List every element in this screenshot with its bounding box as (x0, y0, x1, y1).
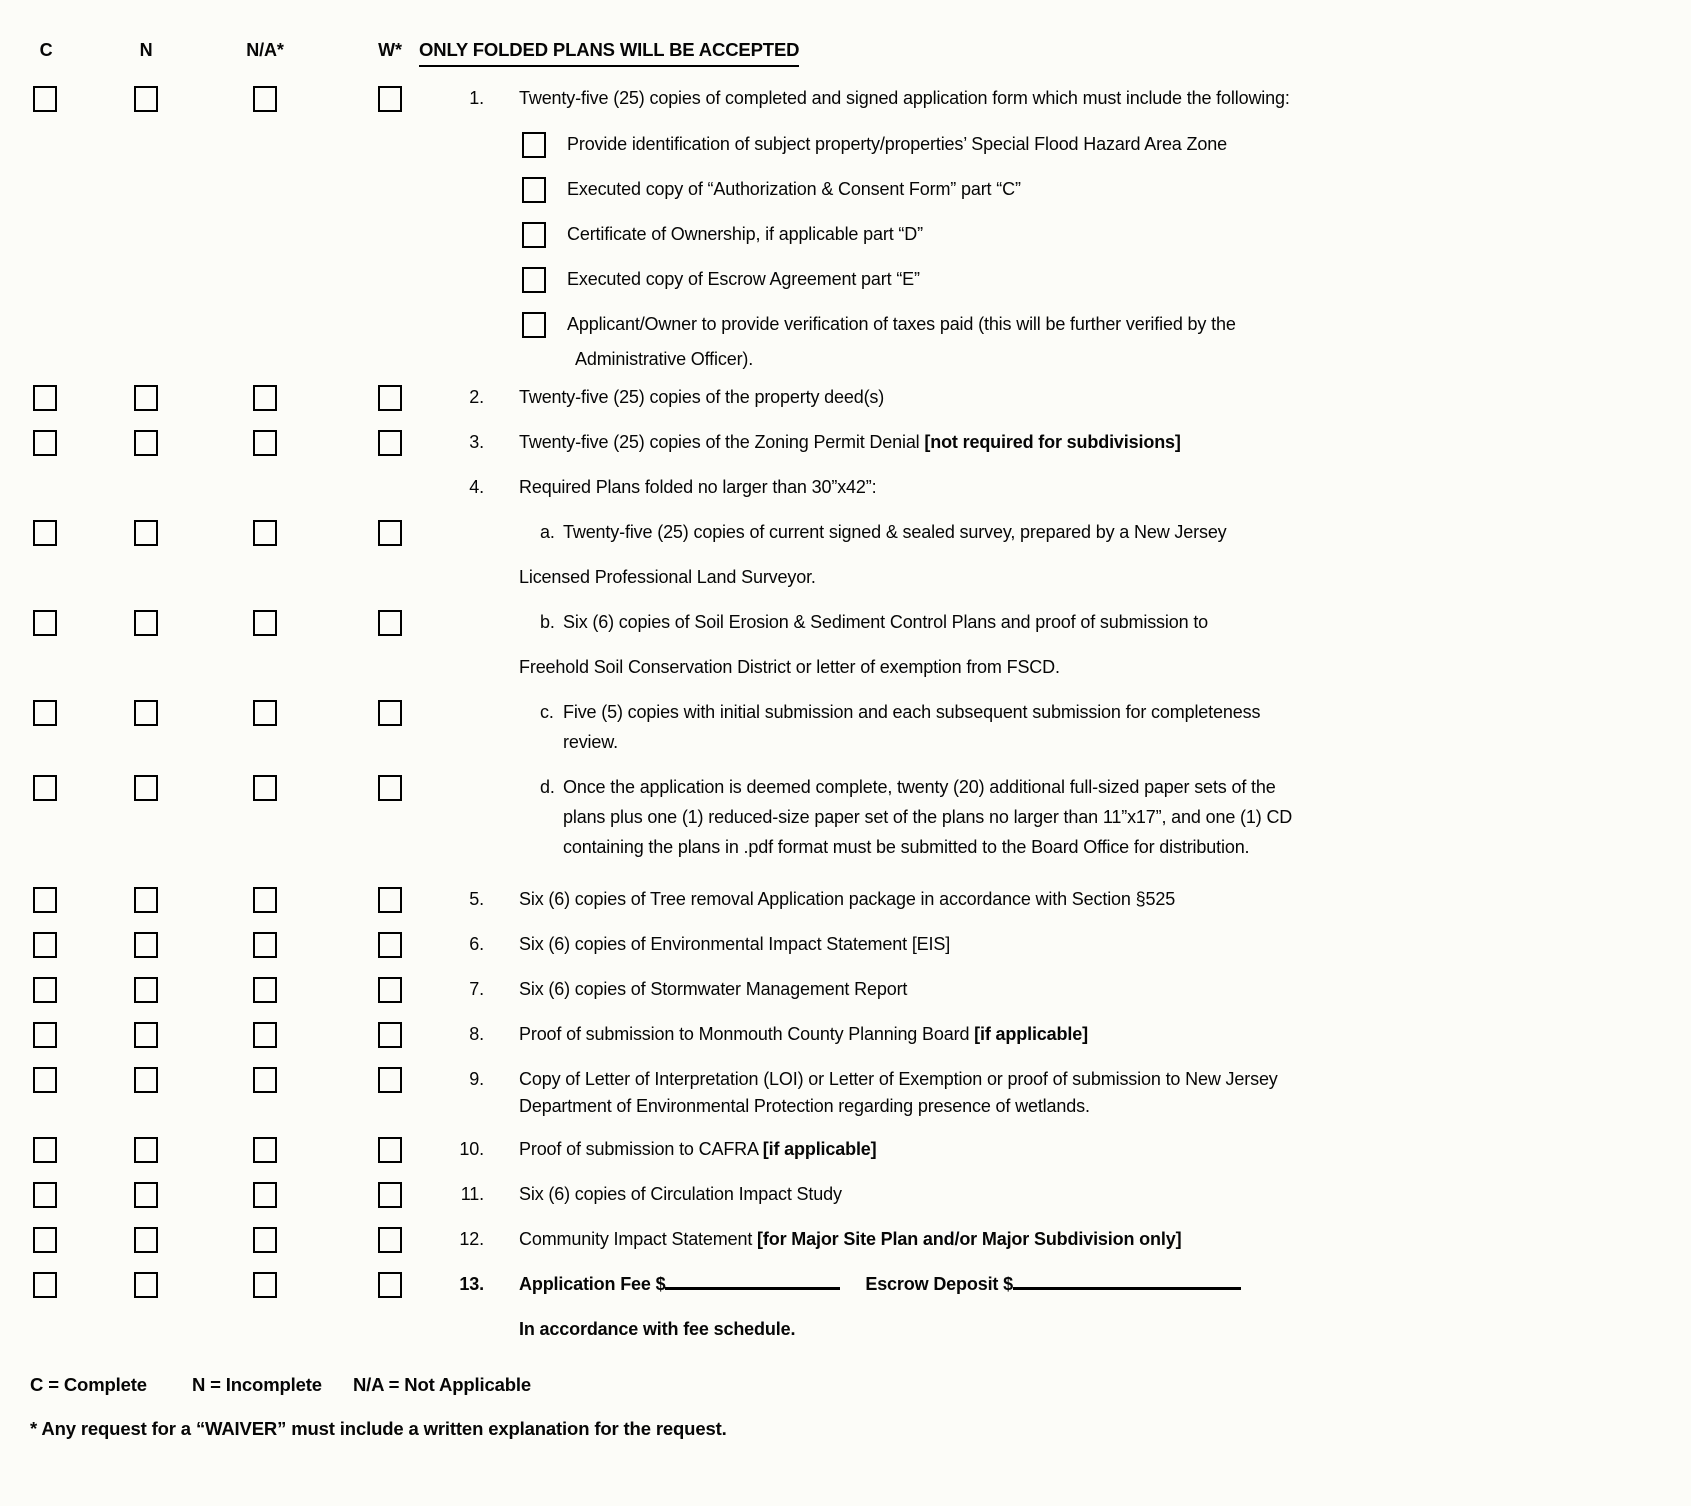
checkbox-waiver-item4c[interactable] (378, 700, 402, 726)
legend-not-applicable: N/A = Not Applicable (352, 1374, 532, 1395)
checkbox-waiver-item2[interactable] (378, 385, 402, 411)
legend-incomplete: N = Incomplete (191, 1374, 322, 1395)
checklist-item-5 (0, 886, 1691, 912)
checkbox-na-item4c[interactable] (253, 700, 277, 726)
item-number: 3. (469, 432, 484, 452)
checklist-item-3 (0, 429, 1691, 455)
checkbox-waiver-item11[interactable] (378, 1182, 402, 1208)
checkbox-incomplete-item5[interactable] (134, 887, 158, 913)
item-text: Six (6) copies of Circulation Impact Study (519, 1184, 842, 1204)
item-text: Copy of Letter of Interpretation (LOI) or Letter of Exemption or proof of submission to New Jersey Department of Environmental Protection regarding presence of wetlands. (519, 1069, 1278, 1116)
checklist-item-7 (0, 976, 1691, 1002)
checkbox-waiver-item5[interactable] (378, 887, 402, 913)
form-title: ONLY FOLDED PLANS WILL BE ACCEPTED (419, 37, 799, 67)
checklist-item-1 (0, 85, 1691, 111)
column-header-complete: C (39, 40, 53, 60)
checkbox-complete-item11[interactable] (33, 1182, 57, 1208)
item-number: 4. (469, 477, 484, 497)
checkbox-incomplete-item4b[interactable] (134, 610, 158, 636)
item-text: Proof of submission to Monmouth County Planning Board [if applicable] (519, 1024, 1088, 1044)
checklist-header (0, 37, 1691, 67)
checkbox-authorization-consent[interactable] (522, 177, 546, 203)
application-fee-label: Application Fee $ (519, 1274, 666, 1294)
subitem-text: Certificate of Ownership, if applicable part “D” (567, 224, 923, 244)
item-text: c. Five (5) copies with initial submission and each subsequent submission for completeness review. (519, 699, 1691, 755)
legend (30, 1372, 1691, 1398)
item-number: 7. (469, 979, 484, 999)
checkbox-taxes-paid[interactable] (522, 312, 546, 338)
checkbox-na-item4a[interactable] (253, 520, 277, 546)
checklist-item-13 (0, 1271, 1691, 1297)
checkbox-waiver-item13[interactable] (378, 1272, 402, 1298)
checkbox-incomplete-item4a[interactable] (134, 520, 158, 546)
checkbox-complete-item7[interactable] (33, 977, 57, 1003)
item-text (519, 1271, 1691, 1297)
checkbox-complete-item4b[interactable] (33, 610, 57, 636)
checkbox-complete-item10[interactable] (33, 1137, 57, 1163)
checklist-item-1-sub-4 (0, 266, 1691, 292)
subitem-text: Applicant/Owner to provide verification of taxes paid (this will be further verified by the Administrative Officer). (567, 314, 1236, 369)
checklist-item-4b (0, 609, 1691, 680)
item-letter: a. (540, 522, 555, 542)
checkbox-waiver-item4d[interactable] (378, 775, 402, 801)
item-text: Twenty-five (25) copies of completed and signed application form which must include the following: (519, 88, 1290, 108)
checklist-item-4c (0, 699, 1691, 755)
checklist-item-10 (0, 1136, 1691, 1162)
checkbox-na-item8[interactable] (253, 1022, 277, 1048)
checkbox-na-item5[interactable] (253, 887, 277, 913)
item-text: Six (6) copies of Stormwater Management Report (519, 979, 908, 999)
item-letter: c. (540, 702, 554, 722)
item-text: Community Impact Statement [for Major Site Plan and/or Major Subdivision only] (519, 1229, 1182, 1249)
subitem-text: Executed copy of Escrow Agreement part “E” (567, 269, 920, 289)
waiver-footnote: * Any request for a “WAIVER” must include a written explanation for the request. (30, 1418, 727, 1439)
checklist-item-2 (0, 384, 1691, 410)
checkbox-complete-item4a[interactable] (33, 520, 57, 546)
checklist-item-1-sub-5 (0, 311, 1691, 372)
checkbox-incomplete-item3[interactable] (134, 430, 158, 456)
item-text: Twenty-five (25) copies of the property deed(s) (519, 387, 885, 407)
checkbox-waiver-item8[interactable] (378, 1022, 402, 1048)
checkbox-incomplete-item4c[interactable] (134, 700, 158, 726)
checklist-item-1-sub-2 (0, 176, 1691, 202)
checkbox-complete-item4c[interactable] (33, 700, 57, 726)
checkbox-na-item1[interactable] (253, 86, 277, 112)
item-number: 6. (469, 934, 484, 954)
checklist-item-8 (0, 1021, 1691, 1047)
column-header-not-applicable: N/A* (246, 40, 284, 60)
checklist-item-4a (0, 519, 1691, 590)
checkbox-flood-zone[interactable] (522, 132, 546, 158)
item-text: Six (6) copies of Environmental Impact Statement [EIS] (519, 934, 951, 954)
checkbox-waiver-item6[interactable] (378, 932, 402, 958)
subitem-text: Executed copy of “Authorization & Consent Form” part “C” (567, 179, 1021, 199)
checkbox-incomplete-item9[interactable] (134, 1067, 158, 1093)
checkbox-complete-item13[interactable] (33, 1272, 57, 1298)
checkbox-na-item12[interactable] (253, 1227, 277, 1253)
item-text: d. Once the application is deemed complete, twenty (20) additional full-sized paper sets of the plans plus one (1) reduced-size paper set of the plans no larger than 11”x17”, and one (1) CD containing the plans in .pdf format must be submitted to the Board Office for distribution. (519, 774, 1691, 860)
checklist-item-1-sub-3 (0, 221, 1691, 247)
checklist-item-4 (0, 474, 1691, 500)
item-number: 10. (459, 1139, 484, 1159)
checkbox-na-item10[interactable] (253, 1137, 277, 1163)
checklist-item-12 (0, 1226, 1691, 1252)
item-text: Twenty-five (25) copies of the Zoning Permit Denial [not required for subdivisions] (519, 432, 1181, 452)
checkbox-waiver-item7[interactable] (378, 977, 402, 1003)
checkbox-waiver-item1[interactable] (378, 86, 402, 112)
checkbox-na-item11[interactable] (253, 1182, 277, 1208)
checkbox-na-item3[interactable] (253, 430, 277, 456)
checkbox-incomplete-item11[interactable] (134, 1182, 158, 1208)
checkbox-incomplete-item1[interactable] (134, 86, 158, 112)
item-letter: d. (540, 777, 555, 797)
checkbox-incomplete-item8[interactable] (134, 1022, 158, 1048)
checkbox-waiver-item4a[interactable] (378, 520, 402, 546)
checkbox-waiver-item9[interactable] (378, 1067, 402, 1093)
checkbox-complete-item2[interactable] (33, 385, 57, 411)
item-number: 2. (469, 387, 484, 407)
item-letter: b. (540, 612, 555, 632)
item-number: 12. (459, 1229, 484, 1249)
checklist-item-11 (0, 1181, 1691, 1207)
item-text: Six (6) copies of Tree removal Application package in accordance with Section §525 (519, 889, 1176, 909)
legend-complete: C = Complete (30, 1374, 147, 1395)
checkbox-incomplete-item2[interactable] (134, 385, 158, 411)
checkbox-complete-item3[interactable] (33, 430, 57, 456)
column-header-incomplete: N (139, 40, 153, 60)
item-text: Proof of submission to CAFRA [if applicable] (519, 1139, 877, 1159)
checkbox-waiver-item3[interactable] (378, 430, 402, 456)
checkbox-complete-item6[interactable] (33, 932, 57, 958)
checkbox-incomplete-item7[interactable] (134, 977, 158, 1003)
checkbox-waiver-item12[interactable] (378, 1227, 402, 1253)
subitem-text: Provide identification of subject property/properties’ Special Flood Hazard Area Zone (567, 134, 1227, 154)
fee-schedule-note: In accordance with fee schedule. (519, 1319, 796, 1339)
item-number: 8. (469, 1024, 484, 1044)
item-text: b. Six (6) copies of Soil Erosion & Sediment Control Plans and proof of submission to Freehold Soil Conservation District or letter of exemption from FSCD. (519, 609, 1691, 680)
checkbox-incomplete-item10[interactable] (134, 1137, 158, 1163)
checkbox-na-item6[interactable] (253, 932, 277, 958)
checkbox-complete-item8[interactable] (33, 1022, 57, 1048)
checkbox-incomplete-item13[interactable] (134, 1272, 158, 1298)
item-number: 13. (459, 1274, 484, 1294)
checkbox-na-item4b[interactable] (253, 610, 277, 636)
checkbox-complete-item5[interactable] (33, 887, 57, 913)
checkbox-certificate-ownership[interactable] (522, 222, 546, 248)
application-fee-blank[interactable] (665, 1271, 840, 1290)
item-number: 11. (460, 1184, 484, 1204)
checklist-item-4d (0, 774, 1691, 860)
checkbox-waiver-item10[interactable] (378, 1137, 402, 1163)
checkbox-escrow-agreement[interactable] (522, 267, 546, 293)
item-text: a. Twenty-five (25) copies of current signed & sealed survey, prepared by a New Jersey Licensed Professional Land Surveyor. (519, 519, 1691, 590)
checkbox-incomplete-item4d[interactable] (134, 775, 158, 801)
checkbox-incomplete-item6[interactable] (134, 932, 158, 958)
checklist-item-9 (0, 1066, 1691, 1119)
item-number: 9. (469, 1069, 484, 1089)
item-number: 5. (469, 889, 484, 909)
item-text: Required Plans folded no larger than 30”x42”: (519, 477, 877, 497)
checkbox-na-item13[interactable] (253, 1272, 277, 1298)
checkbox-na-item4d[interactable] (253, 775, 277, 801)
item-number: 1. (469, 88, 484, 108)
checklist-item-6 (0, 931, 1691, 957)
checklist-item-1-sub-1 (0, 131, 1691, 157)
column-header-waiver: W* (378, 40, 402, 60)
escrow-deposit-blank[interactable] (1013, 1271, 1241, 1290)
checkbox-complete-item1[interactable] (33, 86, 57, 112)
checkbox-waiver-item4b[interactable] (378, 610, 402, 636)
checkbox-complete-item12[interactable] (33, 1227, 57, 1253)
checkbox-na-item2[interactable] (253, 385, 277, 411)
checkbox-na-item7[interactable] (253, 977, 277, 1003)
checkbox-complete-item4d[interactable] (33, 775, 57, 801)
escrow-deposit-label: Escrow Deposit $ (865, 1274, 1013, 1294)
checkbox-incomplete-item12[interactable] (134, 1227, 158, 1253)
checkbox-complete-item9[interactable] (33, 1067, 57, 1093)
checkbox-na-item9[interactable] (253, 1067, 277, 1093)
